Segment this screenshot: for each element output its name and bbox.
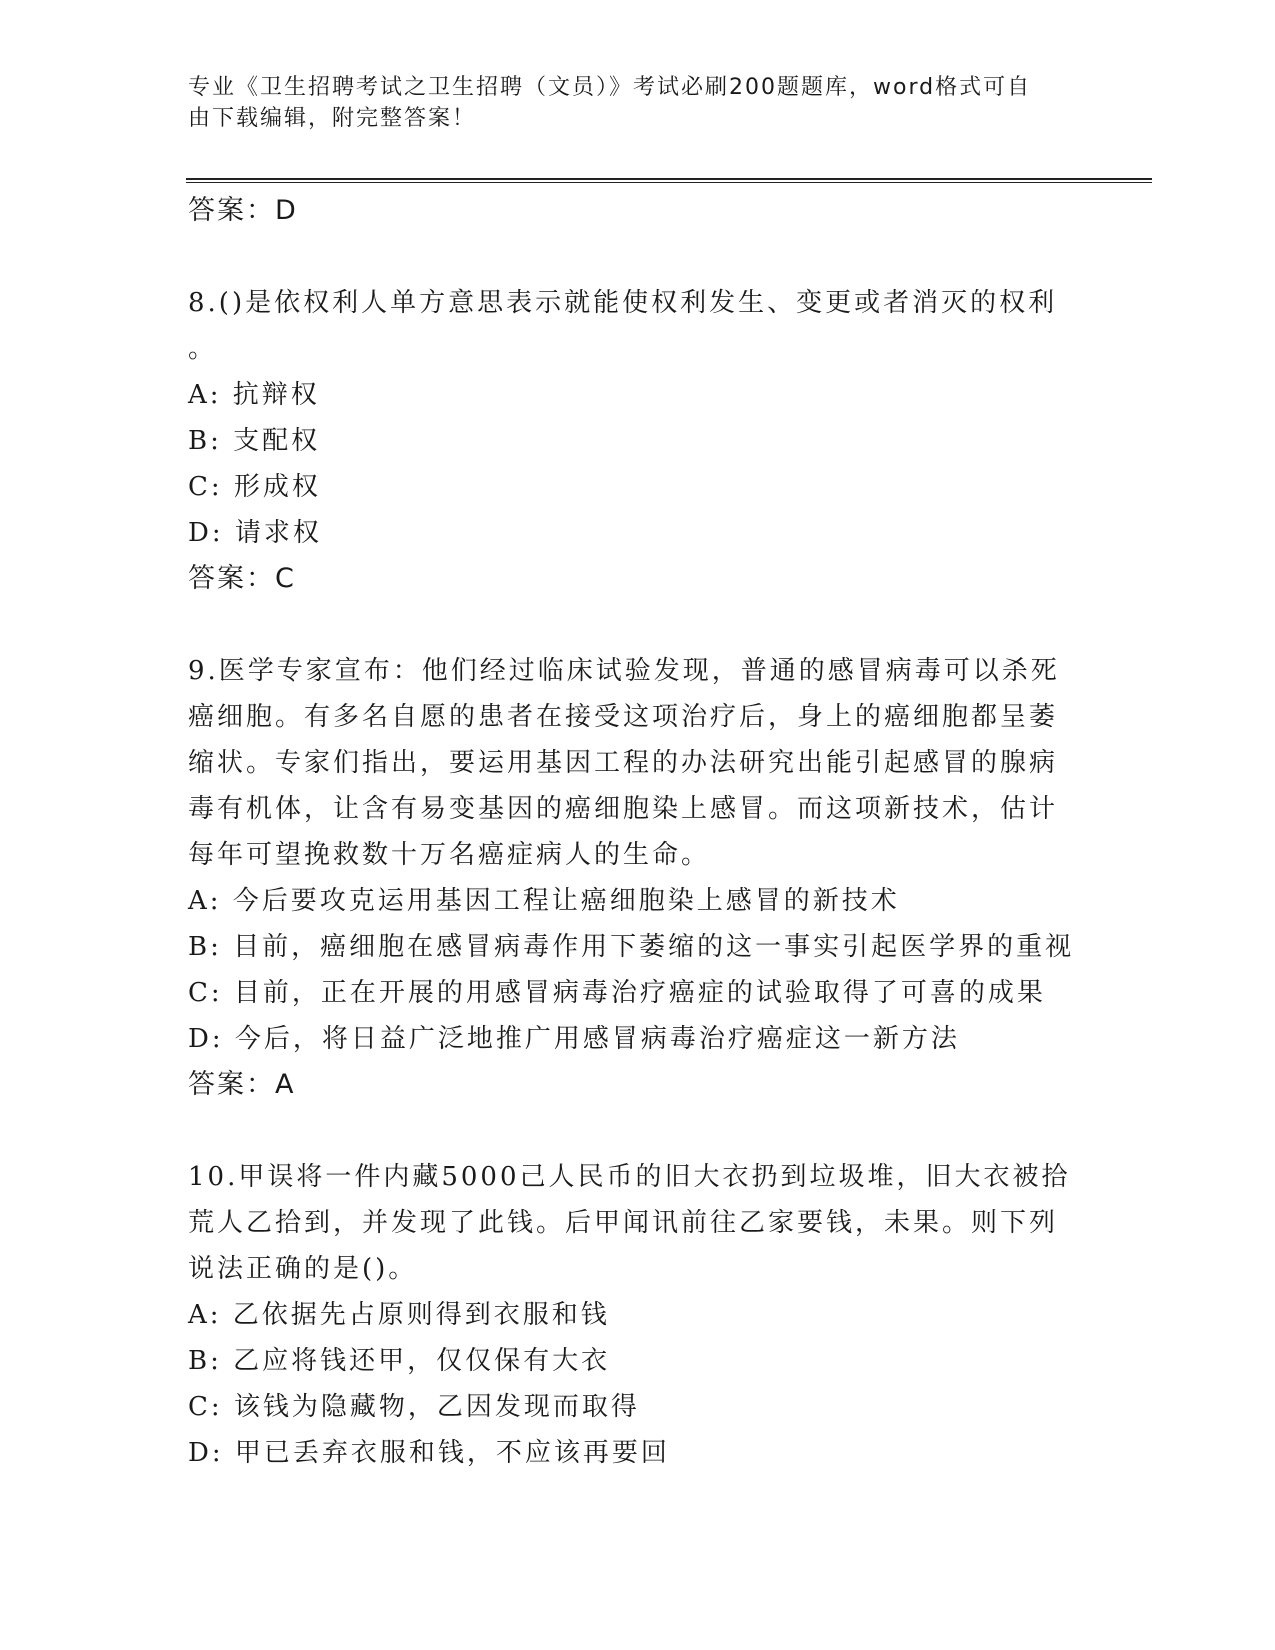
option-d: D: 今后，将日益广泛地推广用感冒病毒治疗癌症这一新方法 [188, 1024, 960, 1054]
question-stem-line: 缩状。专家们指出，要运用基因工程的办法研究出能引起感冒的腺病 [188, 748, 1059, 778]
question-stem-line: 说法正确的是()。 [188, 1254, 418, 1284]
option-a: A: 抗辩权 [188, 380, 320, 410]
option-b: B: 乙应将钱还甲，仅仅保有大衣 [188, 1346, 611, 1376]
question-stem-line: 10.甲误将一件内藏5000己人民币的旧大衣扔到垃圾堆，旧大衣被拾 [188, 1162, 1071, 1192]
page-header [188, 72, 1068, 134]
option-c: C: 形成权 [188, 472, 321, 502]
question-stem-line: 荒人乙拾到，并发现了此钱。后甲闻讯前往乙家要钱，未果。则下列 [188, 1208, 1059, 1238]
option-a: A: 乙依据先占原则得到衣服和钱 [188, 1300, 610, 1330]
header-divider [186, 178, 1152, 183]
answer-9: 答案：A [188, 1069, 296, 1100]
question-10 [188, 1154, 1088, 1476]
header-line-2: 由下载编辑，附完整答案！ [188, 106, 477, 131]
header-line-1: 专业《卫生招聘考试之卫生招聘（文员）》考试必刷200题题库，word格式可自 [188, 75, 1032, 100]
question-stem-line: 癌细胞。有多名自愿的患者在接受这项治疗后，身上的癌细胞都呈萎 [188, 702, 1059, 732]
option-b: B: 目前，癌细胞在感冒病毒作用下萎缩的这一事实引起医学界的重视 [188, 932, 1075, 962]
option-d: D: 请求权 [188, 518, 322, 548]
question-stem-line: 8.()是依权利人单方意思表示就能使权利发生、变更或者消灭的权利 [188, 288, 1058, 318]
question-stem-line: 。 [188, 334, 218, 364]
answer-8: 答案：C [188, 563, 296, 594]
option-c: C: 该钱为隐藏物，乙因发现而取得 [188, 1392, 640, 1422]
document-body [188, 188, 1088, 1476]
option-a: A: 今后要攻克运用基因工程让癌细胞染上感冒的新技术 [188, 886, 900, 916]
question-8 [188, 280, 1088, 602]
question-stem-line: 9.医学专家宣布：他们经过临床试验发现，普通的感冒病毒可以杀死 [188, 656, 1060, 686]
question-stem-line: 每年可望挽救数十万名癌症病人的生命。 [188, 840, 711, 870]
option-b: B: 支配权 [188, 426, 321, 456]
option-d: D: 甲已丢弃衣服和钱，不应该再要回 [188, 1438, 670, 1468]
previous-answer: 答案：D [188, 195, 298, 226]
question-9 [188, 648, 1088, 1108]
question-stem-line: 毒有机体，让含有易变基因的癌细胞染上感冒。而这项新技术，估计 [188, 794, 1059, 824]
option-c: C: 目前，正在开展的用感冒病毒治疗癌症的试验取得了可喜的成果 [188, 978, 1046, 1008]
